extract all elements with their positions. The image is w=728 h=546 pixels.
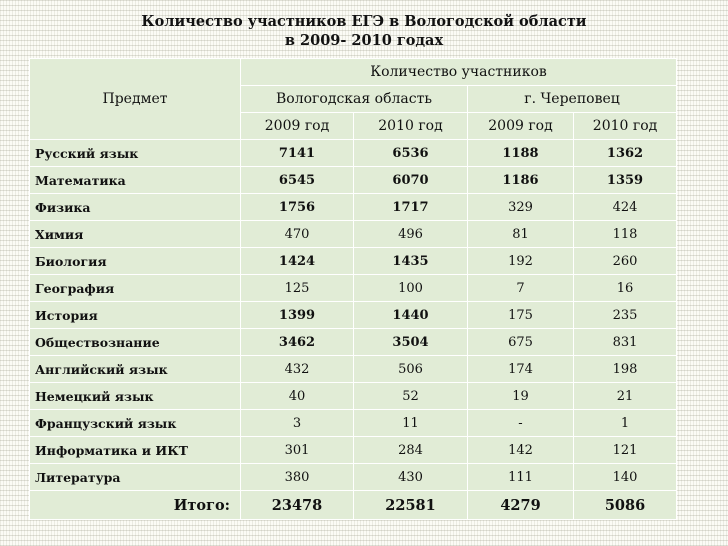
table-body [30, 140, 677, 520]
cell-region-2010: 284 [354, 437, 468, 464]
total-city-2009: 4279 [468, 491, 574, 520]
cell-region-2009: 470 [241, 221, 354, 248]
table-row [30, 356, 677, 383]
cell-subject: Литература [30, 464, 241, 491]
cell-city-2009: 174 [468, 356, 574, 383]
cell-city-2010: 118 [574, 221, 677, 248]
cell-subject: Французский язык [30, 410, 241, 437]
cell-city-2010: 831 [574, 329, 677, 356]
table-row [30, 383, 677, 410]
cell-city-2010: 235 [574, 302, 677, 329]
cell-city-2010: 424 [574, 194, 677, 221]
table-row [30, 248, 677, 275]
cell-subject: Информатика и ИКТ [30, 437, 241, 464]
table-row [30, 410, 677, 437]
cell-subject: География [30, 275, 241, 302]
cell-region-2010: 1435 [354, 248, 468, 275]
cell-city-2009: 329 [468, 194, 574, 221]
cell-region-2009: 1399 [241, 302, 354, 329]
table-row [30, 275, 677, 302]
cell-region-2009: 6545 [241, 167, 354, 194]
page-title [0, 12, 728, 50]
header-region-2009: 2009 год [241, 113, 354, 140]
cell-region-2009: 1424 [241, 248, 354, 275]
table-row [30, 221, 677, 248]
header-city-2010: 2010 год [574, 113, 677, 140]
cell-city-2010: 260 [574, 248, 677, 275]
title-line-1: Количество участников ЕГЭ в Вологодской области [141, 13, 587, 30]
cell-city-2009: - [468, 410, 574, 437]
total-city-2010: 5086 [574, 491, 677, 520]
cell-city-2009: 675 [468, 329, 574, 356]
cell-city-2009: 19 [468, 383, 574, 410]
cell-subject: Биология [30, 248, 241, 275]
total-region-2009: 23478 [241, 491, 354, 520]
cell-region-2010: 100 [354, 275, 468, 302]
cell-city-2009: 1188 [468, 140, 574, 167]
cell-city-2010: 16 [574, 275, 677, 302]
cell-city-2009: 142 [468, 437, 574, 464]
table-row [30, 464, 677, 491]
table-row [30, 437, 677, 464]
cell-region-2010: 52 [354, 383, 468, 410]
cell-region-2009: 7141 [241, 140, 354, 167]
cell-region-2010: 11 [354, 410, 468, 437]
cell-city-2009: 1186 [468, 167, 574, 194]
cell-city-2010: 1362 [574, 140, 677, 167]
cell-region-2010: 6070 [354, 167, 468, 194]
header-row-1 [30, 59, 677, 86]
cell-region-2009: 301 [241, 437, 354, 464]
cell-region-2010: 430 [354, 464, 468, 491]
header-participants: Количество участников [241, 59, 677, 86]
cell-region-2010: 1440 [354, 302, 468, 329]
cell-city-2009: 81 [468, 221, 574, 248]
cell-subject: Обществознание [30, 329, 241, 356]
total-row [30, 491, 677, 520]
cell-city-2010: 198 [574, 356, 677, 383]
header-city: г. Череповец [468, 86, 677, 113]
cell-region-2010: 1717 [354, 194, 468, 221]
total-region-2010: 22581 [354, 491, 468, 520]
cell-region-2010: 3504 [354, 329, 468, 356]
cell-city-2009: 175 [468, 302, 574, 329]
cell-subject: Немецкий язык [30, 383, 241, 410]
cell-city-2010: 1359 [574, 167, 677, 194]
cell-city-2009: 7 [468, 275, 574, 302]
header-region: Вологодская область [241, 86, 468, 113]
cell-region-2010: 6536 [354, 140, 468, 167]
cell-subject: Химия [30, 221, 241, 248]
total-label: Итого: [30, 491, 241, 520]
cell-city-2010: 140 [574, 464, 677, 491]
participants-table [29, 58, 677, 520]
header-region-2010: 2010 год [354, 113, 468, 140]
cell-region-2009: 432 [241, 356, 354, 383]
table-row [30, 194, 677, 221]
header-subject: Предмет [30, 59, 241, 140]
cell-subject: Русский язык [30, 140, 241, 167]
cell-region-2009: 380 [241, 464, 354, 491]
cell-city-2009: 111 [468, 464, 574, 491]
cell-region-2009: 3 [241, 410, 354, 437]
header-city-2009: 2009 год [468, 113, 574, 140]
table-row [30, 140, 677, 167]
cell-region-2010: 496 [354, 221, 468, 248]
cell-region-2009: 1756 [241, 194, 354, 221]
cell-region-2010: 506 [354, 356, 468, 383]
cell-region-2009: 3462 [241, 329, 354, 356]
cell-subject: Физика [30, 194, 241, 221]
cell-region-2009: 40 [241, 383, 354, 410]
table-header [30, 59, 677, 140]
cell-subject: Английский язык [30, 356, 241, 383]
cell-region-2009: 125 [241, 275, 354, 302]
table-row [30, 167, 677, 194]
title-line-2: в 2009- 2010 годах [284, 32, 444, 49]
cell-subject: Математика [30, 167, 241, 194]
table-row [30, 302, 677, 329]
table-row [30, 329, 677, 356]
cell-city-2010: 21 [574, 383, 677, 410]
cell-city-2009: 192 [468, 248, 574, 275]
cell-city-2010: 121 [574, 437, 677, 464]
cell-city-2010: 1 [574, 410, 677, 437]
cell-subject: История [30, 302, 241, 329]
